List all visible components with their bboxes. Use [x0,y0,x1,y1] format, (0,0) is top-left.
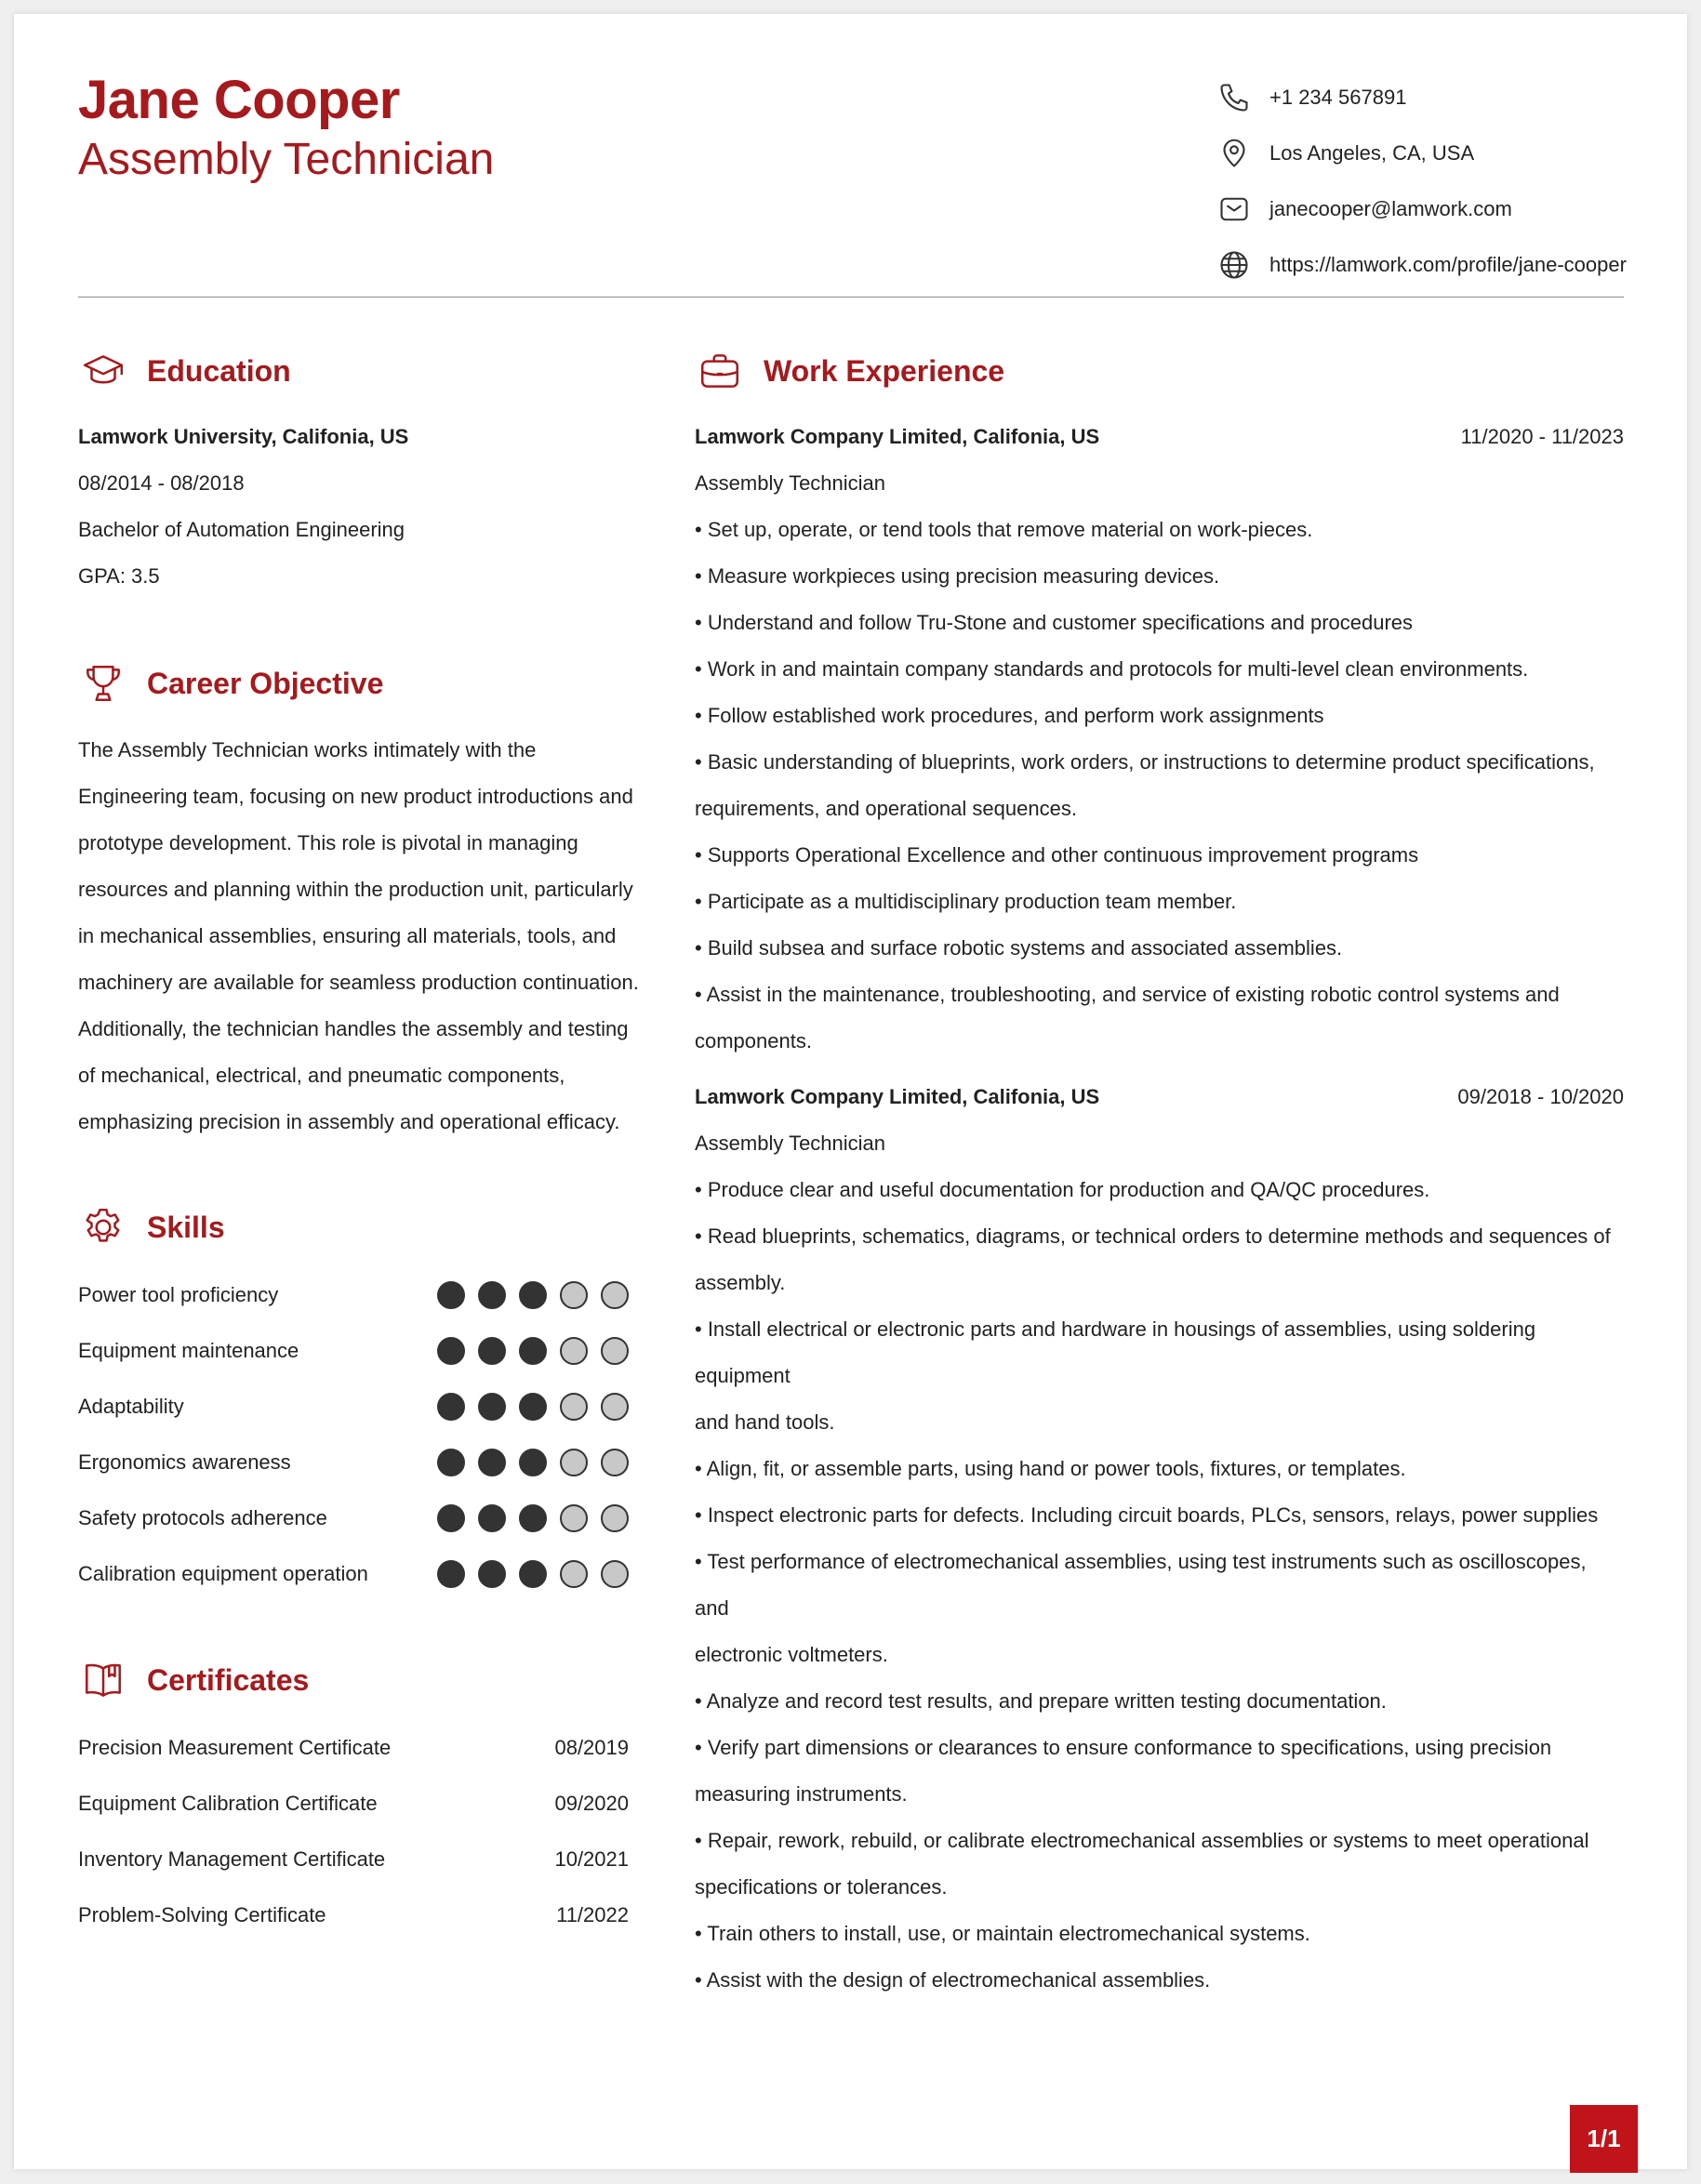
website-link[interactable]: https://lamwork.com/profile/jane-cooper [1269,253,1627,276]
skill-dot-filled [437,1449,465,1476]
skill-dot-empty [601,1393,629,1421]
education-heading [78,343,291,399]
job-role: Assembly Technician [695,471,886,495]
skill-dot-filled [478,1504,506,1532]
job-duty-line: • Set up, operate, or tend tools that remove material on work-pieces. [695,518,1313,541]
skill-dot-empty [560,1504,588,1532]
certificate-item [78,1780,629,1827]
skill-rating [424,1449,629,1476]
trophy-icon [78,658,128,708]
skill-dot-empty [601,1449,629,1476]
job-header [695,414,1624,460]
skill-dot-filled [478,1281,506,1309]
objective-title: Career Objective [147,666,384,700]
gear-icon [78,1202,128,1252]
certificate-date: 09/2020 [554,1792,629,1815]
skill-dot-filled [519,1393,547,1421]
graduation-cap-icon [78,346,128,396]
certificate-item [78,1725,629,1771]
skill-dot-filled [478,1393,506,1421]
skill-item [78,1383,629,1430]
certificate-name: Equipment Calibration Certificate [78,1792,378,1815]
page-number-badge: 1/1 [1570,2105,1638,2173]
job-duty-line: • Install electrical or electronic parts and hardware in housings of assemblies, using soldering equipment [695,1317,1536,1387]
objective-line: The Assembly Technician works intimately with the [78,738,537,761]
skill-dot-filled [437,1281,465,1309]
certificates-heading [78,1652,309,1708]
certificate-date: 10/2021 [554,1847,629,1871]
skill-dot-empty [601,1337,629,1365]
skill-dot-empty [560,1337,588,1365]
job-duty-line: • Read blueprints, schematics, diagrams, or technical orders to determine methods and sequences of [695,1224,1611,1248]
education-gpa: GPA: 3.5 [78,564,160,588]
objective-line: Additionally, the technician handles the assembly and testing [78,1017,629,1040]
job-duty-line: • Build subsea and surface robotic systems and associated assemblies. [695,936,1343,960]
skill-dot-empty [601,1560,629,1588]
job-duty-line: • Assist in the maintenance, troubleshooting, and service of existing robotic control systems and [695,983,1560,1006]
globe-icon [1216,246,1253,284]
objective-line: in mechanical assemblies, ensuring all materials, tools, and [78,924,617,947]
objective-heading [78,655,383,711]
skill-name: Power tool proficiency [78,1283,279,1306]
contact-phone [1216,77,1406,118]
job-duty-line: specifications or tolerances. [695,1875,948,1899]
certificate-item [78,1836,629,1883]
resume-page [14,14,1687,2169]
job-duty-line: electronic voltmeters. [695,1643,888,1666]
job-duty-line: • Train others to install, use, or maintain electromechanical systems. [695,1922,1310,1945]
skill-dot-empty [560,1393,588,1421]
skill-name: Ergonomics awareness [78,1450,291,1474]
objective-line: of mechanical, electrical, and pneumatic components, [78,1064,565,1087]
certificate-name: Precision Measurement Certificate [78,1736,392,1759]
book-icon [78,1655,128,1705]
skill-rating [424,1337,629,1365]
education-dates: 08/2014 - 08/2018 [78,471,245,495]
job-duty-line: • Analyze and record test results, and prepare written testing documentation. [695,1689,1387,1713]
skill-dot-filled [478,1337,506,1365]
job-company: Lamwork Company Limited, Califonia, US [695,425,1100,448]
certificate-name: Inventory Management Certificate [78,1847,386,1871]
skill-dot-empty [560,1281,588,1309]
job-header [695,1074,1624,1120]
skill-rating [424,1504,629,1532]
skill-item [78,1272,629,1318]
job-duty-line: • Align, fit, or assemble parts, using hand or power tools, fixtures, or templates. [695,1457,1406,1480]
briefcase-icon [695,346,745,396]
candidate-title: Assembly Technician [78,135,495,184]
job-dates: 11/2020 - 11/2023 [1460,425,1624,448]
skill-name: Safety protocols adherence [78,1506,327,1529]
skill-item [78,1551,629,1597]
skill-name: Equipment maintenance [78,1339,299,1362]
job-role: Assembly Technician [695,1132,886,1155]
job-duty-line: and hand tools. [695,1410,835,1434]
envelope-icon [1216,191,1253,228]
job-duty-line: • Follow established work procedures, and perform work assignments [695,704,1324,727]
certificate-date: 11/2022 [556,1903,629,1926]
skill-dot-filled [437,1504,465,1532]
work-heading [695,343,1004,399]
contact-email [1216,189,1512,230]
header-divider [78,297,1624,298]
job-duty-line: • Measure workpieces using precision measuring devices. [695,564,1220,588]
skill-name: Calibration equipment operation [78,1562,368,1585]
skill-name: Adaptability [78,1395,184,1418]
skill-item [78,1328,629,1374]
objective-line: emphasizing precision in assembly and operational efficacy. [78,1110,620,1133]
education-school: Lamwork University, Califonia, US [78,425,409,448]
job-duty-line: • Test performance of electromechanical assemblies, using test instruments such as oscilloscopes, and [695,1550,1587,1620]
objective-line: resources and planning within the production unit, particularly [78,878,633,901]
objective-line: Engineering team, focusing on new product introductions and [78,785,633,808]
candidate-name: Jane Cooper [78,70,400,130]
phone-text[interactable]: +1 234 567891 [1269,86,1407,109]
skill-dot-empty [601,1504,629,1532]
job-duty-line: • Assist with the design of electromechanical assemblies. [695,1968,1211,1992]
job-duty-line: requirements, and operational sequences. [695,797,1077,820]
work-title: Work Experience [764,353,1005,388]
job-duty-line: • Basic understanding of blueprints, work orders, or instructions to determine product specifications, [695,750,1595,774]
job-duty-line: • Understand and follow Tru-Stone and customer specifications and procedures [695,611,1414,634]
skills-title: Skills [147,1210,225,1244]
job-duty-line: • Participate as a multidisciplinary production team member. [695,890,1237,913]
objective-line: prototype development. This role is pivotal in managing [78,831,578,854]
skill-dot-filled [437,1560,465,1588]
certificate-item [78,1892,629,1939]
job-duty-line: • Inspect electronic parts for defects. Including circuit boards, PLCs, sensors, relays, power supplies [695,1503,1599,1527]
location-text: Los Angeles, CA, USA [1269,141,1475,165]
skill-dot-filled [519,1281,547,1309]
certificate-name: Problem-Solving Certificate [78,1903,326,1926]
job-duty-line: • Produce clear and useful documentation for production and QA/QC procedures. [695,1178,1430,1201]
job-duty-line: measuring instruments. [695,1782,908,1806]
certificates-title: Certificates [147,1662,310,1697]
skills-heading [78,1199,225,1255]
skill-dot-empty [560,1449,588,1476]
skill-dot-filled [478,1560,506,1588]
contact-website [1216,245,1627,285]
location-pin-icon [1216,135,1253,172]
job-duties [695,1167,1625,2004]
certificate-date: 08/2019 [554,1736,629,1759]
skill-item [78,1439,629,1486]
skill-rating [424,1393,629,1421]
skill-rating [424,1281,629,1309]
skill-item [78,1495,629,1542]
phone-icon [1216,79,1253,116]
job-duties [695,507,1625,1065]
job-duty-line: • Verify part dimensions or clearances to ensure conformance to specifications, using precision [695,1736,1552,1759]
contact-location [1216,133,1474,174]
objective-line: machinery are available for seamless production continuation. [78,971,639,994]
skill-rating [424,1560,629,1588]
skill-dot-empty [560,1560,588,1588]
education-title: Education [147,353,291,388]
job-duty-line: • Repair, rework, rebuild, or calibrate electromechanical assemblies or systems to meet operational [695,1829,1589,1852]
skill-dot-filled [519,1504,547,1532]
skill-dot-empty [601,1281,629,1309]
education-degree: Bachelor of Automation Engineering [78,518,405,541]
skill-dot-filled [437,1337,465,1365]
job-duty-line: • Supports Operational Excellence and other continuous improvement programs [695,843,1419,867]
skill-dot-filled [519,1560,547,1588]
skill-dot-filled [519,1337,547,1365]
job-duty-line: assembly. [695,1271,786,1294]
email-text[interactable]: janecooper@lamwork.com [1269,197,1512,220]
job-duty-line: • Work in and maintain company standards and protocols for multi-level clean environments. [695,657,1529,681]
job-duty-line: components. [695,1029,812,1052]
skill-dot-filled [478,1449,506,1476]
job-company: Lamwork Company Limited, Califonia, US [695,1085,1100,1108]
skill-dot-filled [437,1393,465,1421]
job-dates: 09/2018 - 10/2020 [1457,1085,1624,1108]
skill-dot-filled [519,1449,547,1476]
